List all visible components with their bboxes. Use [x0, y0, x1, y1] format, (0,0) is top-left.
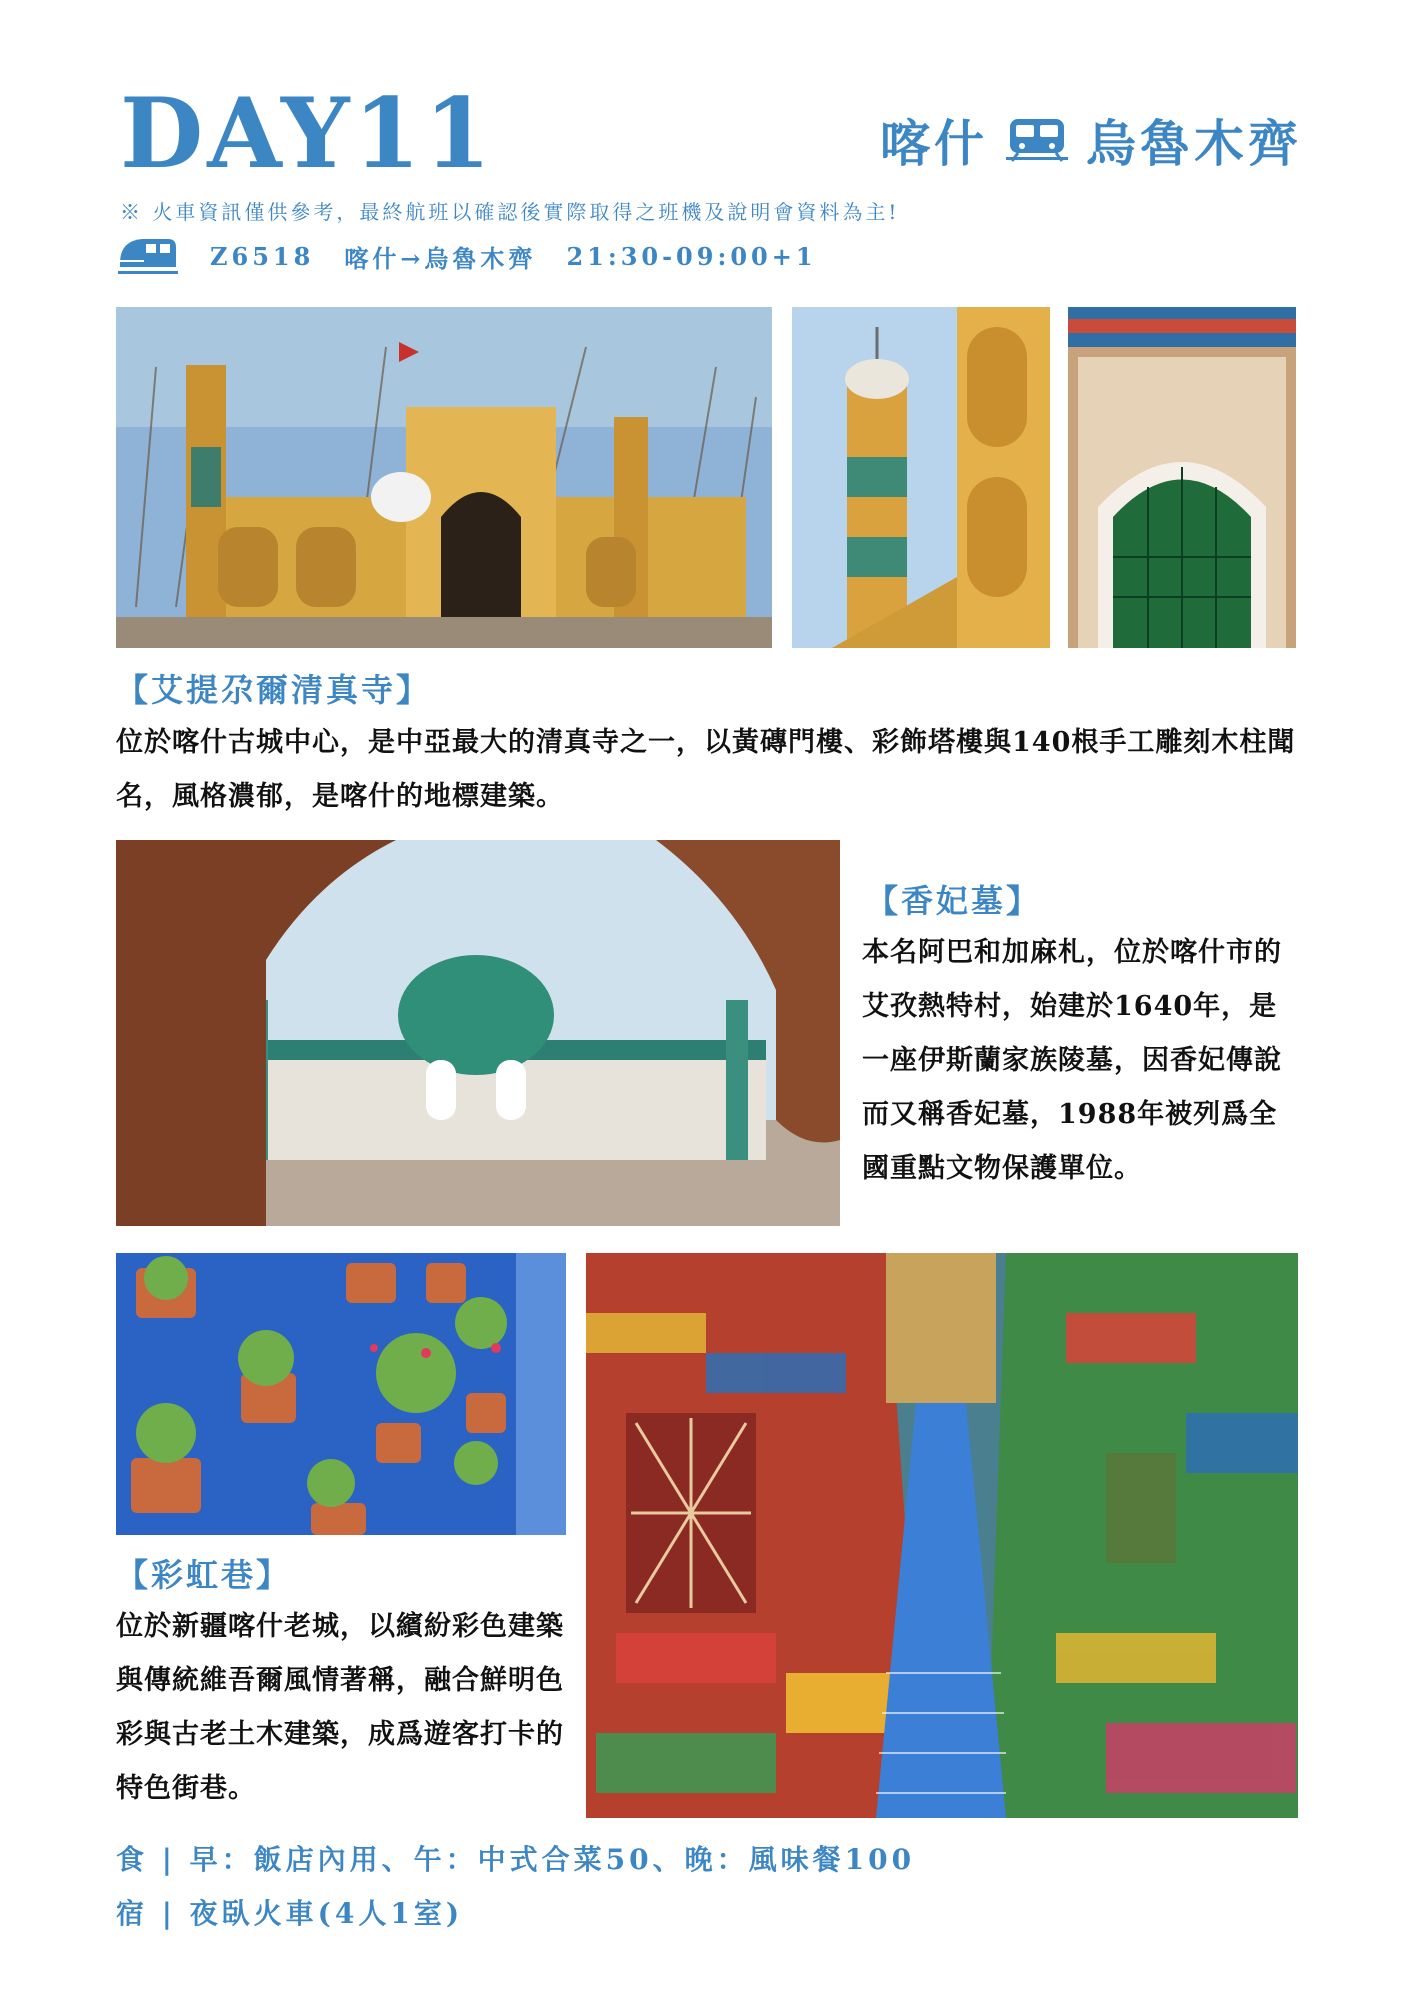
- train-number: Z6518: [210, 241, 315, 271]
- lodging-info: 宿 | 夜臥火車(4人1室): [116, 1897, 464, 1930]
- section-title-mosque: 【艾提尕爾清真寺】: [116, 671, 432, 709]
- id-kah-mosque-photo: [116, 307, 772, 648]
- section-title-tomb: 【香妃墓】: [866, 882, 1042, 920]
- section-text-tomb: 本名阿巴和加麻札，位於喀什市的艾孜熱特村，始建於1640年，是一座伊斯蘭家族陵墓，因香妃傳說而又稱香妃墓，1988年被列爲全國重點文物保護單位。: [862, 937, 1282, 1184]
- section-text-mosque: 位於喀什古城中心，是中亞最大的清真寺之一，以黃磚門樓、彩飾塔樓與140根手工雕刻木柱聞名，風格濃郁，是喀什的地標建築。: [116, 727, 1296, 812]
- train-small-icon: [116, 233, 180, 279]
- train-icon: [1004, 115, 1070, 165]
- route-to: 烏魯木齊: [1086, 114, 1302, 173]
- train-time: 21:30-09:00+1: [566, 241, 817, 271]
- section-title-rainbow-alley: 【彩虹巷】: [116, 1556, 292, 1594]
- disclaimer-note: ※ 火車資訊僅供參考，最終航班以確認後實際取得之班機及說明會資料為主!: [120, 200, 900, 224]
- meal-info: 食 | 早：飯店內用、午：中式合菜50、晚：風味餐100: [116, 1843, 916, 1876]
- flower-pots-photo: [116, 1253, 566, 1535]
- fragrant-concubine-tomb-photo: [116, 840, 840, 1226]
- section-text-rainbow-alley: 位於新疆喀什老城，以繽紛彩色建築與傳統維吾爾風情著稱，融合鮮明色彩與古老土木建築，成爲遊客打卡的特色街巷。: [116, 1611, 564, 1804]
- train-route: 喀什→烏魯木齊: [344, 243, 537, 273]
- route-header: [880, 104, 1302, 176]
- rainbow-alley-photo: [586, 1253, 1298, 1818]
- tiled-window-photo: [1068, 307, 1296, 648]
- route-from: 喀什: [880, 114, 988, 173]
- day-title: DAY11: [120, 77, 496, 190]
- train-info-row: [116, 233, 817, 279]
- minaret-photo: [792, 307, 1050, 648]
